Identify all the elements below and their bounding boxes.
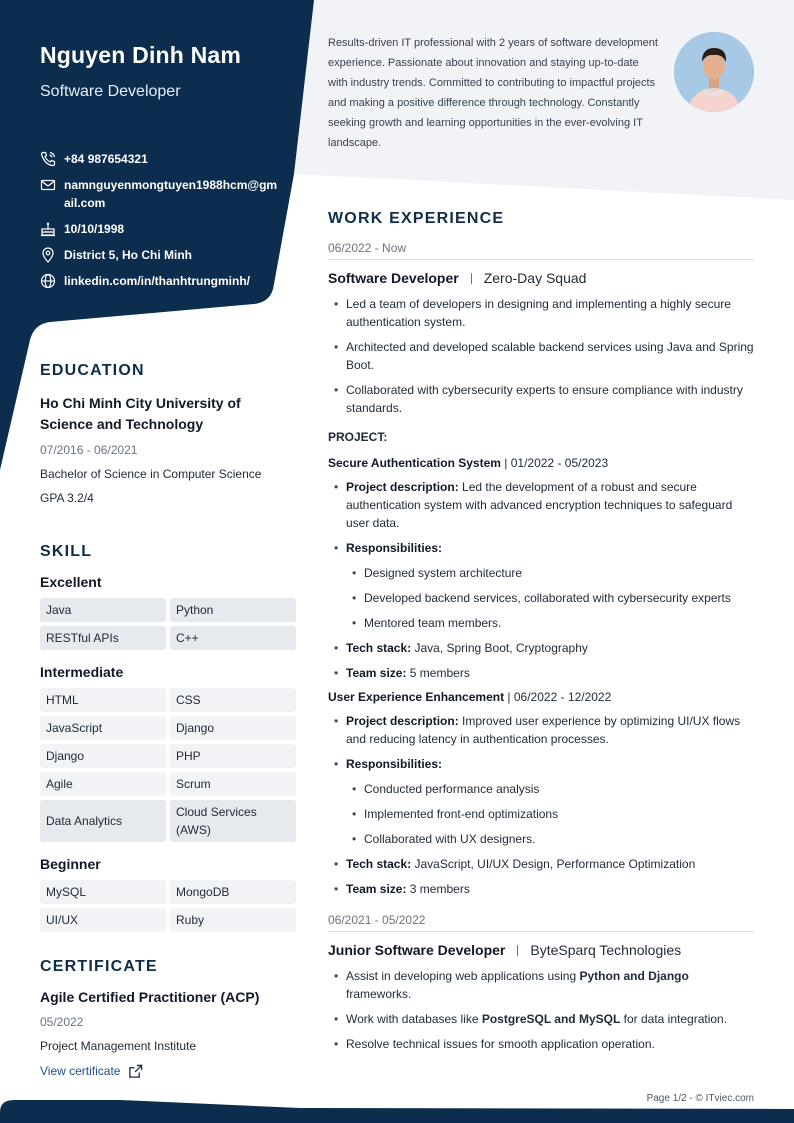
candidate-title: Software Developer xyxy=(40,83,181,100)
tech-stack-text: JavaScript, UI/UX Design, Performance Optimization xyxy=(411,857,696,871)
job-title-line xyxy=(328,270,754,286)
responsibilities-list xyxy=(328,780,754,848)
skill-chip: MongoDB xyxy=(170,880,296,904)
email-icon xyxy=(40,177,56,193)
skill-grid-excellent xyxy=(40,598,296,650)
education-dates: 07/2016 - 06/2021 xyxy=(40,443,138,457)
contact-location-text: District 5, Ho Chi Minh xyxy=(64,248,193,262)
skill-grid-intermediate xyxy=(40,688,296,842)
contact-birthday xyxy=(40,220,280,238)
skill-chip: Python xyxy=(170,598,296,622)
project-description-label: Project description: xyxy=(346,714,459,728)
skill-section xyxy=(40,543,296,932)
location-icon xyxy=(40,247,56,263)
external-link-icon[interactable] xyxy=(128,1064,143,1079)
skill-level-excellent: Excellent xyxy=(40,574,102,590)
skill-chip: UI/UX xyxy=(40,908,166,932)
project-responsibilities xyxy=(328,539,754,557)
avatar xyxy=(674,32,754,112)
contact-list xyxy=(40,150,280,298)
job-title-line xyxy=(328,942,754,958)
skill-chip: RESTful APIs xyxy=(40,626,166,650)
profile-summary: Results-driven IT professional with 2 years of software development experience. Passionate about innovation and staying up-to-date with industry trends. Committed to contributing to impactful projects and making a positive difference through technology. Constantly seeking growth and learning opportunities in the ever-evolving IT landscape. xyxy=(328,37,658,149)
job-separator xyxy=(471,273,472,284)
responsibilities-label: Responsibilities: xyxy=(346,541,443,555)
project-title-line xyxy=(328,456,754,470)
education-school: Ho Chi Minh City University of Science and Technology xyxy=(40,395,241,432)
skill-chip: MySQL xyxy=(40,880,166,904)
skill-chip: Agile xyxy=(40,772,166,796)
contact-location xyxy=(40,246,280,264)
certificate-heading: CERTIFICATE xyxy=(40,958,158,975)
contact-birthday-text: 10/10/1998 xyxy=(64,222,125,236)
view-certificate-label[interactable]: View certificate xyxy=(40,1064,121,1078)
responsibility-item: • Collaborated with UX designers. xyxy=(328,830,754,848)
project-description-text: Led the development of a robust and secure authentication system with advanced encryption techniques to safeguard user data. xyxy=(346,480,733,530)
education-section xyxy=(40,362,296,505)
job-company: Zero-Day Squad xyxy=(483,270,587,286)
contact-linkedin[interactable] xyxy=(40,272,280,290)
job-dates: 06/2022 - Now xyxy=(328,241,754,260)
project-label: PROJECT: xyxy=(328,430,388,444)
certificate-issuer: Project Management Institute xyxy=(40,1039,197,1053)
project-meta xyxy=(328,639,754,682)
project-description xyxy=(328,478,754,532)
team-size-label: Team size: xyxy=(346,882,407,896)
project-title-line xyxy=(328,690,754,704)
work-experience-heading: WORK EXPERIENCE xyxy=(328,210,505,227)
job-bullet: • Work with databases like PostgreSQL and MySQL for data integration. xyxy=(328,1010,754,1028)
project-period: | 06/2022 - 12/2022 xyxy=(504,690,612,704)
skill-grid-beginner xyxy=(40,880,296,932)
certificate-date: 05/2022 xyxy=(40,1015,84,1029)
job-bullet: • Assist in developing web applications using Python and Django frameworks. xyxy=(328,967,754,1003)
team-size xyxy=(328,664,754,682)
skill-chip: JavaScript xyxy=(40,716,166,740)
skill-chip: PHP xyxy=(170,744,296,768)
candidate-name: Nguyen Dinh Nam xyxy=(40,42,242,68)
project-responsibilities xyxy=(328,755,754,773)
project-name: User Experience Enhancement xyxy=(328,690,505,704)
education-degree: Bachelor of Science in Computer Science xyxy=(40,467,262,481)
phone-icon xyxy=(40,151,56,167)
project-name: Secure Authentication System xyxy=(328,456,501,470)
team-size-text: 3 members xyxy=(406,882,470,896)
education-gpa: GPA 3.2/4 xyxy=(40,491,94,505)
job-bullets xyxy=(328,295,754,417)
tech-stack-text: Java, Spring Boot, Cryptography xyxy=(411,641,588,655)
skill-chip: HTML xyxy=(40,688,166,712)
job-role: Junior Software Developer xyxy=(328,942,506,958)
contact-email-text: namnguyenmongtuyen1988hcm@gmail.com xyxy=(64,178,278,210)
team-size-text: 5 members xyxy=(406,666,470,680)
responsibilities-list xyxy=(328,564,754,632)
globe-icon xyxy=(40,273,56,289)
tech-stack xyxy=(328,639,754,657)
project-period: | 01/2022 - 05/2023 xyxy=(500,456,609,470)
job-bullets xyxy=(328,967,754,1053)
responsibility-item: • Designed system architecture xyxy=(328,564,754,582)
certificate-name: Agile Certified Practitioner (ACP) xyxy=(40,989,260,1005)
project-details xyxy=(328,712,754,773)
team-size xyxy=(328,880,754,898)
job-role: Software Developer xyxy=(328,270,459,286)
project-description xyxy=(328,712,754,748)
responsibility-item: • Implemented front-end optimizations xyxy=(328,805,754,823)
skill-chip: Ruby xyxy=(170,908,296,932)
tech-stack-label: Tech stack: xyxy=(346,857,412,871)
skill-chip: Django xyxy=(170,716,296,740)
cake-icon xyxy=(40,221,56,237)
skill-level-beginner: Beginner xyxy=(40,856,101,872)
skill-heading: SKILL xyxy=(40,543,93,560)
skill-chip: Scrum xyxy=(170,772,296,796)
skill-chip: Java xyxy=(40,598,166,622)
contact-phone-text: +84 987654321 xyxy=(64,152,148,166)
project-description-label: Project description: xyxy=(346,480,459,494)
tech-stack xyxy=(328,855,754,873)
project-meta xyxy=(328,855,754,898)
job-bullet: • Resolve technical issues for smooth application operation. xyxy=(328,1035,754,1053)
work-experience-section xyxy=(328,210,754,1053)
tech-stack-label: Tech stack: xyxy=(346,641,412,655)
responsibility-item: • Developed backend services, collaborated with cybersecurity experts xyxy=(328,589,754,607)
page-footer: Page 1/2 - © ITviec.com xyxy=(646,1093,754,1104)
job-dates: 06/2021 - 05/2022 xyxy=(328,913,754,932)
education-heading: EDUCATION xyxy=(40,362,145,379)
skill-chip: CSS xyxy=(170,688,296,712)
job-company: ByteSparq Technologies xyxy=(530,942,682,958)
team-size-label: Team size: xyxy=(346,666,407,680)
view-certificate-link[interactable] xyxy=(40,1064,143,1079)
skill-level-intermediate: Intermediate xyxy=(40,664,124,680)
contact-phone xyxy=(40,150,280,168)
skill-chip: Django xyxy=(40,744,166,768)
contact-email xyxy=(40,176,280,212)
avatar-photo xyxy=(674,32,754,112)
project-description-text: Improved user experience by optimizing UI/UX flows and reducing latency in authentication processes. xyxy=(346,714,741,746)
certificate-section xyxy=(40,958,296,1080)
skill-chip: Cloud Services (AWS) xyxy=(170,800,296,842)
responsibility-item: • Mentored team members. xyxy=(328,614,754,632)
job-bullet: • Led a team of developers in designing and implementing a highly secure authentication system. xyxy=(328,295,754,331)
job-separator xyxy=(517,945,518,956)
project-details xyxy=(328,478,754,557)
contact-linkedin-text[interactable]: linkedin.com/in/thanhtrungminh/ xyxy=(64,274,250,288)
skill-chip: C++ xyxy=(170,626,296,650)
job-bullet: • Architected and developed scalable backend services using Java and Spring Boot. xyxy=(328,338,754,374)
skill-chip: Data Analytics xyxy=(40,800,166,842)
responsibility-item: • Conducted performance analysis xyxy=(328,780,754,798)
responsibilities-label: Responsibilities: xyxy=(346,757,443,771)
job-bullet: • Collaborated with cybersecurity experts to ensure compliance with industry standards. xyxy=(328,381,754,417)
